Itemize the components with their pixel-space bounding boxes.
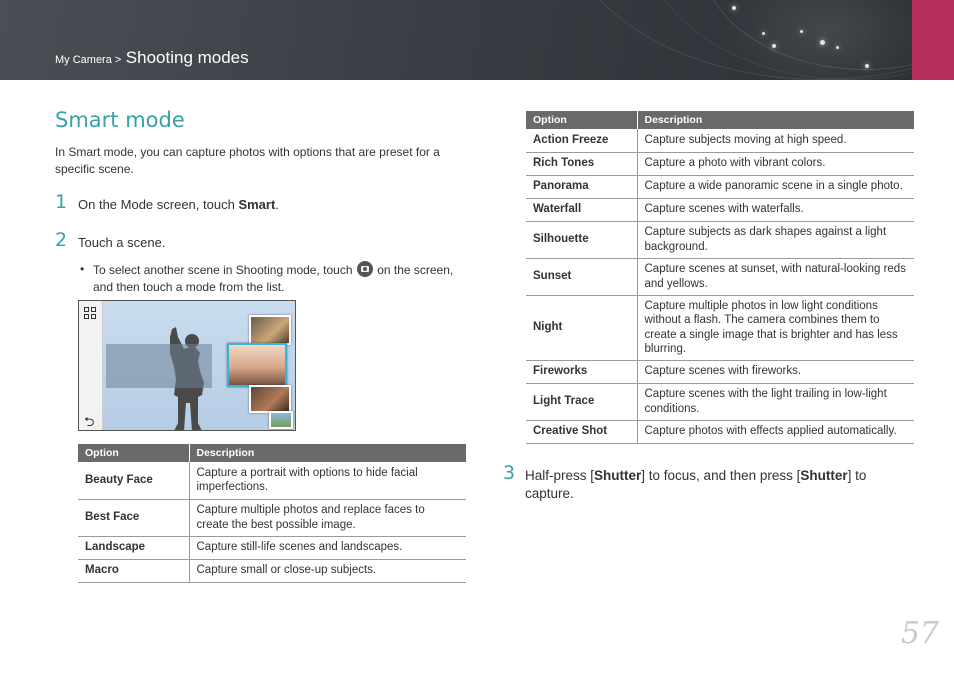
option-description: Capture scenes with the light trailing in low-light conditions. — [637, 383, 914, 420]
option-name: Macro — [78, 559, 189, 582]
breadcrumb-current: Shooting modes — [125, 48, 249, 67]
option-name: Night — [526, 295, 637, 360]
option-name: Light Trace — [526, 383, 637, 420]
step-text-part: . — [275, 197, 279, 212]
scene-thumbnail[interactable] — [249, 315, 291, 345]
table-row — [526, 221, 914, 258]
breadcrumb-parent[interactable]: My Camera > — [55, 54, 122, 66]
bullet-note — [80, 261, 470, 296]
scene-thumbnail[interactable] — [269, 411, 293, 429]
option-description: Capture scenes at sunset, with natural-looking reds and yellows. — [637, 258, 914, 295]
camera-icon — [357, 261, 373, 277]
table-row — [526, 420, 914, 443]
step-text-part: On the Mode screen, touch — [78, 197, 239, 212]
step-bold-term: Shutter — [800, 468, 848, 483]
header-sparkle — [732, 6, 736, 10]
option-description: Capture multiple photos in low light conditions without a flash. The camera combines them to create a single image that is brighter and has less blurring. — [637, 295, 914, 360]
table-row — [526, 258, 914, 295]
option-name: Rich Tones — [526, 152, 637, 175]
breadcrumb — [55, 48, 249, 68]
table-row — [526, 152, 914, 175]
header-sparkle — [800, 30, 803, 33]
step-number: 3 — [503, 462, 516, 484]
intro-text: In Smart mode, you can capture photos with options that are preset for a specific scene. — [55, 145, 440, 176]
options-table-right — [526, 111, 914, 444]
option-description: Capture still-life scenes and landscapes. — [189, 536, 466, 559]
step-text-part: ] to capture. — [525, 468, 867, 501]
header-sparkle — [836, 46, 839, 49]
step-number: 2 — [55, 229, 68, 251]
option-description: Capture subjects moving at high speed. — [637, 129, 914, 152]
back-icon[interactable]: ⮌ — [84, 414, 95, 429]
column-header: Description — [189, 444, 466, 462]
table-row — [78, 536, 466, 559]
option-name: Sunset — [526, 258, 637, 295]
option-description: Capture small or close-up subjects. — [189, 559, 466, 582]
option-description: Capture a wide panoramic scene in a single photo. — [637, 175, 914, 198]
scene-thumbnail[interactable] — [249, 385, 291, 413]
step-text: Touch a scene. — [78, 235, 166, 250]
table-row — [78, 499, 466, 536]
column-header: Description — [637, 111, 914, 129]
bullet-dot: • — [80, 262, 85, 276]
step-text — [78, 197, 279, 212]
step-bold-term: Shutter — [594, 468, 642, 483]
table-row — [526, 383, 914, 420]
table-row — [526, 295, 914, 360]
section-title: Smart mode — [55, 108, 185, 132]
option-name: Panorama — [526, 175, 637, 198]
step-text-part: Half-press [ — [525, 468, 595, 483]
scene-label-box — [106, 344, 212, 388]
options-table-left — [78, 444, 466, 583]
step-bold-term: Smart — [238, 197, 276, 212]
header-sparkle — [820, 40, 825, 45]
option-description: Capture scenes with fireworks. — [637, 360, 914, 383]
table-header-row — [78, 444, 466, 462]
grid-icon[interactable] — [84, 307, 97, 320]
table-row — [78, 462, 466, 499]
header-sparkle — [865, 64, 869, 68]
option-name: Silhouette — [526, 221, 637, 258]
option-name: Action Freeze — [526, 129, 637, 152]
step-number: 1 — [55, 191, 68, 213]
option-description: Capture scenes with waterfalls. — [637, 198, 914, 221]
option-description: Capture subjects as dark shapes against a light background. — [637, 221, 914, 258]
option-name: Landscape — [78, 536, 189, 559]
header-sparkle — [762, 32, 765, 35]
scene-thumbnail-selected[interactable] — [227, 343, 287, 387]
screen-sidebar — [79, 301, 103, 430]
table-row — [526, 129, 914, 152]
option-description: Capture a photo with vibrant colors. — [637, 152, 914, 175]
table-row — [526, 360, 914, 383]
option-name: Beauty Face — [78, 462, 189, 499]
column-header: Option — [78, 444, 189, 462]
table-row — [526, 175, 914, 198]
option-description: Capture photos with effects applied automatically. — [637, 420, 914, 443]
header-sparkle — [772, 44, 776, 48]
table-row — [78, 559, 466, 582]
option-description: Capture multiple photos and replace faces to create the best possible image. — [189, 499, 466, 536]
step-text — [525, 467, 905, 503]
header-accent-tab — [912, 0, 954, 80]
option-name: Waterfall — [526, 198, 637, 221]
step-text-part: ] to focus, and then press [ — [641, 468, 801, 483]
bullet-text-part: To select another scene in Shooting mode, touch — [93, 263, 353, 277]
bullet-text-part: on the screen, and then touch a mode from the list. — [93, 263, 454, 294]
column-header: Option — [526, 111, 637, 129]
option-name: Creative Shot — [526, 420, 637, 443]
option-name: Fireworks — [526, 360, 637, 383]
page-number: 57 — [900, 616, 939, 651]
camera-screen-illustration — [78, 300, 296, 431]
option-name: Best Face — [78, 499, 189, 536]
table-header-row — [526, 111, 914, 129]
page-header — [0, 0, 954, 80]
table-row — [526, 198, 914, 221]
option-description: Capture a portrait with options to hide facial imperfections. — [189, 462, 466, 499]
